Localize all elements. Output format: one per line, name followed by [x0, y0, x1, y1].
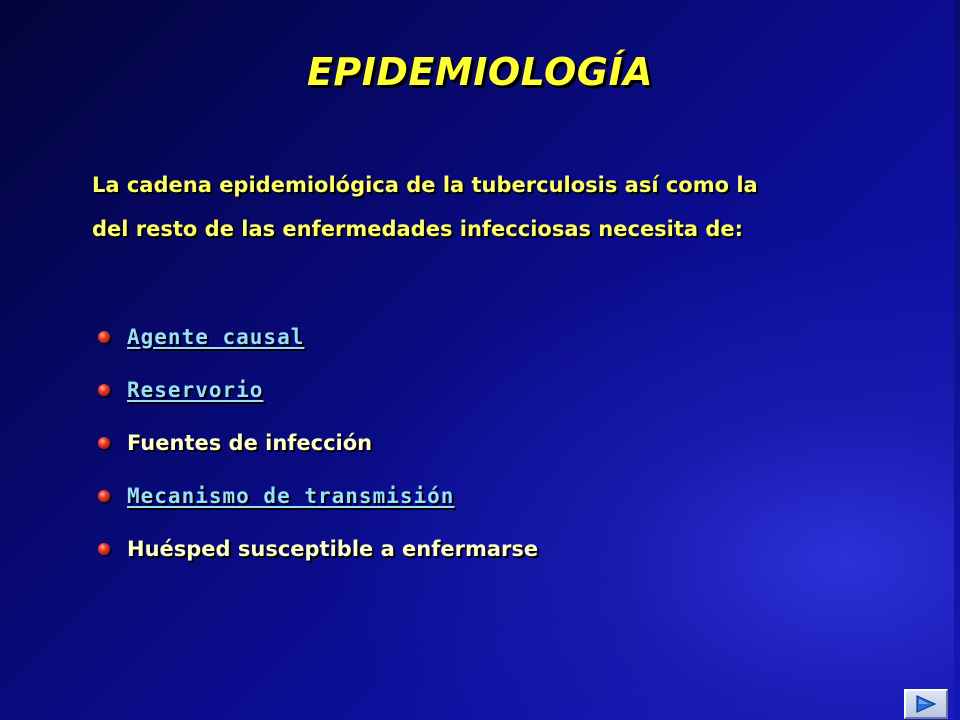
slide-title: EPIDEMIOLOGÍA: [306, 50, 654, 94]
right-edge-strip: [954, 0, 960, 720]
red-bullet-icon: [98, 437, 110, 449]
red-bullet-icon: [98, 331, 110, 343]
list-item-fuentes-de-infeccion: [96, 416, 538, 469]
list-item-reservorio[interactable]: [96, 363, 538, 416]
intro-line-1: La cadena epidemiológica de la tuberculosis así como la: [92, 173, 758, 197]
mecanismo-de-transmision-link[interactable]: Mecanismo de transmisión: [127, 483, 455, 508]
list-item-huesped-susceptible: [96, 522, 538, 575]
reservorio-link[interactable]: Reservorio: [127, 377, 264, 402]
intro-line-2: del resto de las enfermedades infecciosas necesita de:: [92, 217, 744, 241]
bullet-list: [96, 310, 538, 575]
huesped-susceptible-text: Huésped susceptible a enfermarse: [127, 536, 539, 561]
agente-causal-link[interactable]: Agente causal: [127, 324, 305, 349]
next-slide-button[interactable]: [904, 689, 948, 719]
red-bullet-icon: [98, 384, 110, 396]
list-item-agente-causal[interactable]: [96, 310, 538, 363]
fuentes-de-infeccion-text: Fuentes de infección: [127, 430, 373, 455]
intro-paragraph: [92, 163, 912, 251]
red-bullet-icon: [98, 490, 110, 502]
list-item-mecanismo-de-transmision[interactable]: [96, 469, 538, 522]
red-bullet-icon: [98, 543, 110, 555]
next-slide-arrow-icon: [913, 694, 939, 714]
